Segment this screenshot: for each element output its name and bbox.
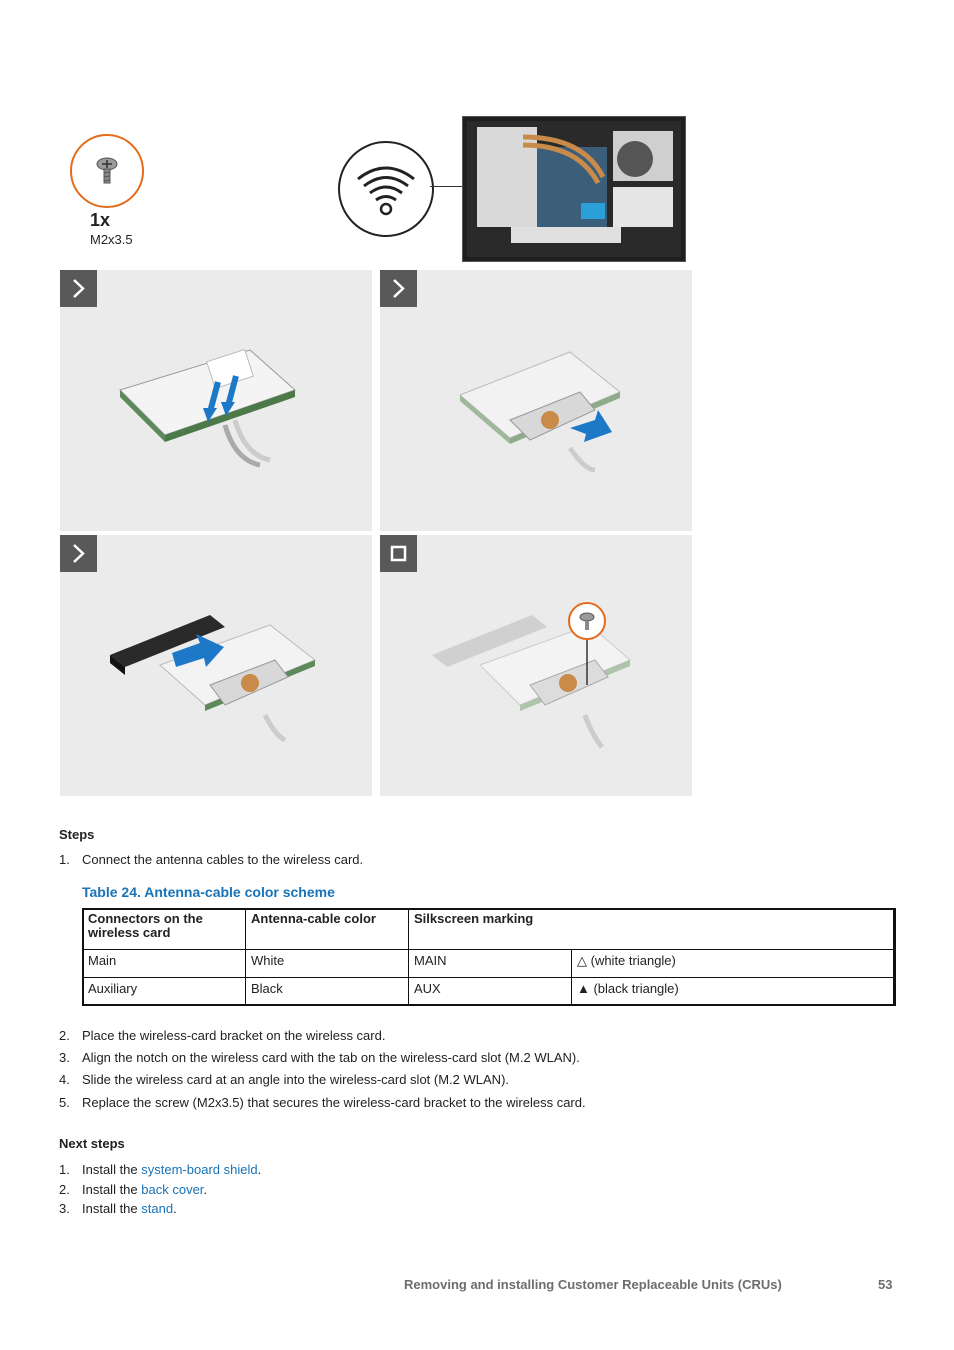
- screw-legend-circle: [70, 134, 144, 208]
- next-step-text: [82, 1201, 177, 1216]
- page-number: 53: [878, 1277, 893, 1292]
- step-number: 1.: [59, 852, 70, 867]
- step-text: Replace the screw (M2x3.5) that secures the wireless-card bracket to the wireless card.: [82, 1095, 586, 1110]
- next-step-prefix: Install the: [82, 1201, 142, 1216]
- next-step-suffix: .: [173, 1201, 177, 1216]
- step-number: 2.: [59, 1182, 70, 1197]
- screw-count: 1x: [90, 210, 111, 230]
- step-panel-2: [380, 270, 692, 531]
- step-number: 2.: [59, 1028, 70, 1043]
- table-cell: Main: [83, 950, 246, 978]
- next-steps-heading: Next steps: [59, 1136, 125, 1151]
- table-cell: Black: [246, 978, 409, 1006]
- table-cell: Auxiliary: [83, 978, 246, 1006]
- step-text: Align the notch on the wireless card with the tab on the wireless-card slot (M.2 WLAN).: [82, 1050, 580, 1065]
- steps-heading: Steps: [59, 827, 95, 842]
- next-step-suffix: .: [203, 1182, 208, 1197]
- table-caption: Table 24. Antenna-cable color scheme: [82, 884, 335, 900]
- table-cell: △ (white triangle): [572, 950, 896, 978]
- step-text: Connect the antenna cables to the wireless card.: [82, 852, 364, 867]
- system-overview-image: [462, 116, 686, 262]
- table-cell: ▲ (black triangle): [572, 978, 896, 1006]
- next-step-text: [82, 1182, 207, 1197]
- antenna-cable-table: [82, 908, 896, 1006]
- table-cell: MAIN: [409, 950, 572, 978]
- screw-size-label: M2x3.5: [90, 232, 133, 247]
- step-text: Place the wireless-card bracket on the wireless card.: [82, 1028, 386, 1043]
- table-row: [83, 978, 896, 1006]
- step-number: 4.: [59, 1072, 70, 1087]
- step-number: 1.: [59, 1162, 70, 1177]
- installation-figure: [60, 104, 694, 798]
- step-number: 5.: [59, 1095, 70, 1110]
- step-panel-1: [60, 270, 372, 531]
- step-text: Slide the wireless card at an angle into the wireless-card slot (M.2 WLAN).: [82, 1072, 510, 1087]
- table-header: Antenna-cable color: [246, 909, 409, 950]
- screw-icon: [72, 136, 142, 206]
- table-cell: White: [246, 950, 409, 978]
- wifi-callout: [338, 141, 434, 237]
- step-number: 3.: [59, 1201, 70, 1216]
- next-step-suffix: .: [257, 1162, 262, 1177]
- table-row: [83, 950, 896, 978]
- table-header: Connectors on the wireless card: [83, 909, 246, 950]
- step-panel-3: [60, 535, 372, 796]
- stand-link[interactable]: stand: [141, 1201, 174, 1216]
- table-cell: AUX: [409, 978, 572, 1006]
- table-header: Silkscreen marking: [409, 909, 896, 950]
- next-step-text: [82, 1162, 261, 1177]
- footer-section-title: Removing and installing Customer Replaceable Units (CRUs): [404, 1277, 782, 1292]
- next-step-prefix: Install the: [82, 1182, 142, 1197]
- system-board-shield-link[interactable]: system-board shield: [141, 1162, 258, 1177]
- next-step-prefix: Install the: [82, 1162, 142, 1177]
- step-number: 3.: [59, 1050, 70, 1065]
- back-cover-link[interactable]: back cover: [141, 1182, 204, 1197]
- wifi-icon: [340, 143, 432, 235]
- step-panel-4: [380, 535, 692, 796]
